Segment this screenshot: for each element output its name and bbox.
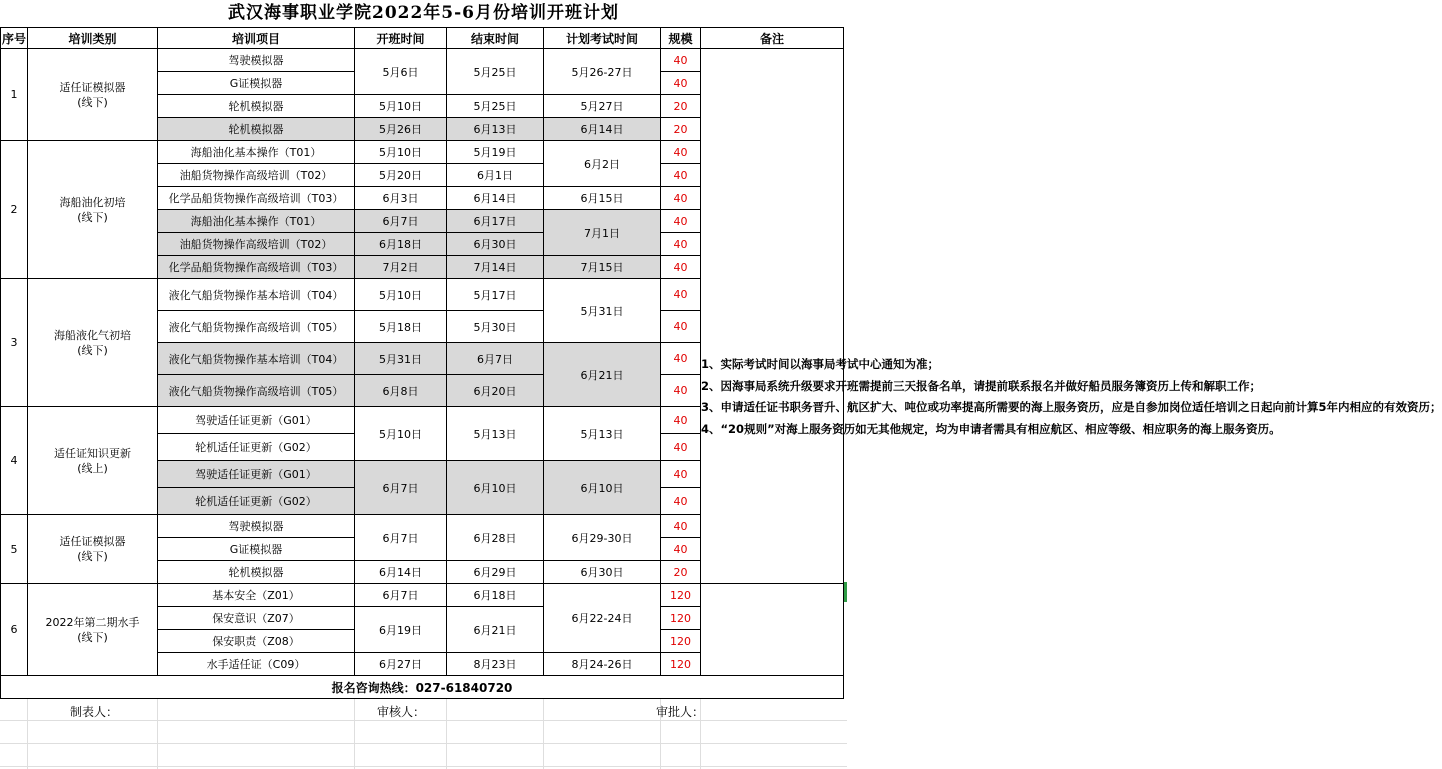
seq-cell: 5 xyxy=(1,515,28,584)
item-cell: 化学品船货物操作高级培训（T03） xyxy=(158,187,355,210)
grid-line xyxy=(157,699,158,769)
scale-cell: 40 xyxy=(661,233,701,256)
start-cell: 5月26日 xyxy=(355,118,447,141)
exam-cell: 6月30日 xyxy=(544,561,661,584)
scale-cell: 120 xyxy=(661,630,701,653)
end-cell: 6月20日 xyxy=(447,375,544,407)
exam-cell: 5月13日 xyxy=(544,407,661,461)
grid-line xyxy=(446,699,447,769)
exam-cell: 5月31日 xyxy=(544,279,661,343)
scale-cell: 40 xyxy=(661,375,701,407)
exam-cell: 8月24-26日 xyxy=(544,653,661,676)
scale-cell: 40 xyxy=(661,164,701,187)
hotline-text: 报名咨询热线：027-61840720 xyxy=(1,676,844,699)
item-cell: G证模拟器 xyxy=(158,538,355,561)
end-cell: 8月23日 xyxy=(447,653,544,676)
scale-cell: 40 xyxy=(661,72,701,95)
end-cell: 6月17日 xyxy=(447,210,544,233)
scale-cell: 120 xyxy=(661,607,701,630)
exam-cell: 6月2日 xyxy=(544,141,661,187)
start-cell: 6月7日 xyxy=(355,584,447,607)
end-cell: 6月18日 xyxy=(447,584,544,607)
exam-cell: 6月29-30日 xyxy=(544,515,661,561)
category-cell: 适任证模拟器 (线下) xyxy=(28,49,158,141)
scale-cell: 40 xyxy=(661,407,701,434)
scale-cell: 40 xyxy=(661,279,701,311)
item-cell: 水手适任证（C09） xyxy=(158,653,355,676)
item-cell: 油船货物操作高级培训（T02） xyxy=(158,233,355,256)
exam-cell: 7月1日 xyxy=(544,210,661,256)
scale-cell: 40 xyxy=(661,434,701,461)
end-cell: 6月29日 xyxy=(447,561,544,584)
scale-cell: 20 xyxy=(661,561,701,584)
exam-cell: 6月15日 xyxy=(544,187,661,210)
start-cell: 5月31日 xyxy=(355,343,447,375)
start-cell: 6月3日 xyxy=(355,187,447,210)
header-category: 培训类别 xyxy=(28,28,158,49)
item-cell: 驾驶模拟器 xyxy=(158,49,355,72)
header-start: 开班时间 xyxy=(355,28,447,49)
start-cell: 5月10日 xyxy=(355,279,447,311)
end-cell: 5月17日 xyxy=(447,279,544,311)
table-maker-label: 制表人： xyxy=(70,705,119,719)
remarks-cell xyxy=(701,49,1442,584)
item-cell: 轮机模拟器 xyxy=(158,95,355,118)
scale-cell: 40 xyxy=(661,515,701,538)
end-cell: 6月13日 xyxy=(447,118,544,141)
category-cell: 适任证模拟器 (线下) xyxy=(28,515,158,584)
scale-cell: 40 xyxy=(661,311,701,343)
end-cell: 6月10日 xyxy=(447,461,544,515)
training-schedule-table xyxy=(0,27,1442,699)
approver-label: 审批人： xyxy=(656,705,705,719)
scale-cell: 40 xyxy=(661,538,701,561)
scale-cell: 40 xyxy=(661,210,701,233)
category-cell: 适任证知识更新 (线上) xyxy=(28,407,158,515)
start-cell: 5月6日 xyxy=(355,49,447,95)
item-cell: 液化气船货物操作基本培训（T04） xyxy=(158,343,355,375)
end-cell: 6月14日 xyxy=(447,187,544,210)
item-cell: 海船油化基本操作（T01） xyxy=(158,210,355,233)
remarks-cell-empty xyxy=(701,584,844,676)
end-cell: 6月28日 xyxy=(447,515,544,561)
end-cell: 6月21日 xyxy=(447,607,544,653)
start-cell: 6月19日 xyxy=(355,607,447,653)
item-cell: 轮机模拟器 xyxy=(158,561,355,584)
header-scale: 规模 xyxy=(661,28,701,49)
item-cell: 轮机适任证更新（G02） xyxy=(158,488,355,515)
seq-cell: 3 xyxy=(1,279,28,407)
item-cell: G证模拟器 xyxy=(158,72,355,95)
start-cell: 6月27日 xyxy=(355,653,447,676)
grid-line xyxy=(27,699,28,769)
scale-cell: 40 xyxy=(661,461,701,488)
end-cell: 5月19日 xyxy=(447,141,544,164)
start-cell: 6月7日 xyxy=(355,461,447,515)
header-row xyxy=(1,28,844,49)
end-cell: 6月7日 xyxy=(447,343,544,375)
item-cell: 轮机适任证更新（G02） xyxy=(158,434,355,461)
item-cell: 轮机模拟器 xyxy=(158,118,355,141)
reviewer-label: 审核人： xyxy=(377,705,426,719)
start-cell: 7月2日 xyxy=(355,256,447,279)
remark-2: 2、因海事局系统升级要求开班需提前三天报备名单，请提前联系报名并做好船员服务簿资历上传和解职工作； xyxy=(701,378,1261,393)
end-cell: 7月14日 xyxy=(447,256,544,279)
exam-cell: 6月21日 xyxy=(544,343,661,407)
item-cell: 液化气船货物操作基本培训（T04） xyxy=(158,279,355,311)
end-cell: 6月1日 xyxy=(447,164,544,187)
scale-cell: 20 xyxy=(661,95,701,118)
item-cell: 保安职责（Z08） xyxy=(158,630,355,653)
remark-1: 1、实际考试时间以海事局考试中心通知为准； xyxy=(701,357,939,371)
item-cell: 驾驶适任证更新（G01） xyxy=(158,461,355,488)
end-cell: 6月30日 xyxy=(447,233,544,256)
item-cell: 油船货物操作高级培训（T02） xyxy=(158,164,355,187)
remark-3: 3、申请适任证书职务晋升、航区扩大、吨位或功率提高所需要的海上服务资历，应是自参加岗位适任培训之日起向前计算5年内相应的有效资历； xyxy=(701,400,1442,414)
header-item: 培训项目 xyxy=(158,28,355,49)
signature-area xyxy=(0,699,847,769)
end-cell: 5月25日 xyxy=(447,49,544,95)
start-cell: 6月7日 xyxy=(355,210,447,233)
scale-cell: 40 xyxy=(661,187,701,210)
item-cell: 保安意识（Z07） xyxy=(158,607,355,630)
scale-cell: 120 xyxy=(661,584,701,607)
exam-cell: 6月10日 xyxy=(544,461,661,515)
category-cell: 海船油化初培 (线下) xyxy=(28,141,158,279)
start-cell: 6月8日 xyxy=(355,375,447,407)
grid-line xyxy=(0,720,847,721)
seq-cell: 2 xyxy=(1,141,28,279)
seq-cell: 6 xyxy=(1,584,28,676)
scale-cell: 120 xyxy=(661,653,701,676)
exam-cell: 6月22-24日 xyxy=(544,584,661,653)
category-cell: 2022年第二期水手 (线下) xyxy=(28,584,158,676)
category-cell: 海船液化气初培 (线下) xyxy=(28,279,158,407)
start-cell: 5月10日 xyxy=(355,141,447,164)
end-cell: 5月30日 xyxy=(447,311,544,343)
end-cell: 5月13日 xyxy=(447,407,544,461)
scale-cell: 40 xyxy=(661,49,701,72)
scale-cell: 40 xyxy=(661,256,701,279)
start-cell: 6月7日 xyxy=(355,515,447,561)
start-cell: 6月14日 xyxy=(355,561,447,584)
cell-selection-marker xyxy=(844,582,847,602)
start-cell: 5月10日 xyxy=(355,407,447,461)
remark-4: 4、“20规则”对海上服务资历如无其他规定，均为申请者需具有相应航区、相应等级、相应职务的海上服务资历。 xyxy=(701,421,1281,436)
grid-line xyxy=(0,766,847,767)
item-cell: 基本安全（Z01） xyxy=(158,584,355,607)
start-cell: 5月18日 xyxy=(355,311,447,343)
scale-cell: 40 xyxy=(661,343,701,375)
exam-cell: 6月14日 xyxy=(544,118,661,141)
header-end: 结束时间 xyxy=(447,28,544,49)
start-cell: 5月10日 xyxy=(355,95,447,118)
table-row xyxy=(1,49,844,72)
exam-cell: 5月26-27日 xyxy=(544,49,661,95)
header-exam: 计划考试时间 xyxy=(544,28,661,49)
table-row xyxy=(1,584,844,607)
header-seq: 序号 xyxy=(1,28,28,49)
grid-line xyxy=(0,743,847,744)
seq-cell: 4 xyxy=(1,407,28,515)
scale-cell: 40 xyxy=(661,488,701,515)
item-cell: 液化气船货物操作高级培训（T05） xyxy=(158,375,355,407)
seq-cell: 1 xyxy=(1,49,28,141)
start-cell: 6月18日 xyxy=(355,233,447,256)
item-cell: 液化气船货物操作高级培训（T05） xyxy=(158,311,355,343)
item-cell: 驾驶适任证更新（G01） xyxy=(158,407,355,434)
scale-cell: 20 xyxy=(661,118,701,141)
start-cell: 5月20日 xyxy=(355,164,447,187)
item-cell: 驾驶模拟器 xyxy=(158,515,355,538)
item-cell: 海船油化基本操作（T01） xyxy=(158,141,355,164)
hotline-row xyxy=(1,676,844,699)
exam-cell: 7月15日 xyxy=(544,256,661,279)
grid-line xyxy=(354,699,355,769)
scale-cell: 40 xyxy=(661,141,701,164)
header-remarks: 备注 xyxy=(701,28,844,49)
item-cell: 化学品船货物操作高级培训（T03） xyxy=(158,256,355,279)
grid-line xyxy=(543,699,544,769)
exam-cell: 5月27日 xyxy=(544,95,661,118)
end-cell: 5月25日 xyxy=(447,95,544,118)
page-title: 武汉海事职业学院2022年5-6月份培训开班计划 xyxy=(227,3,620,23)
